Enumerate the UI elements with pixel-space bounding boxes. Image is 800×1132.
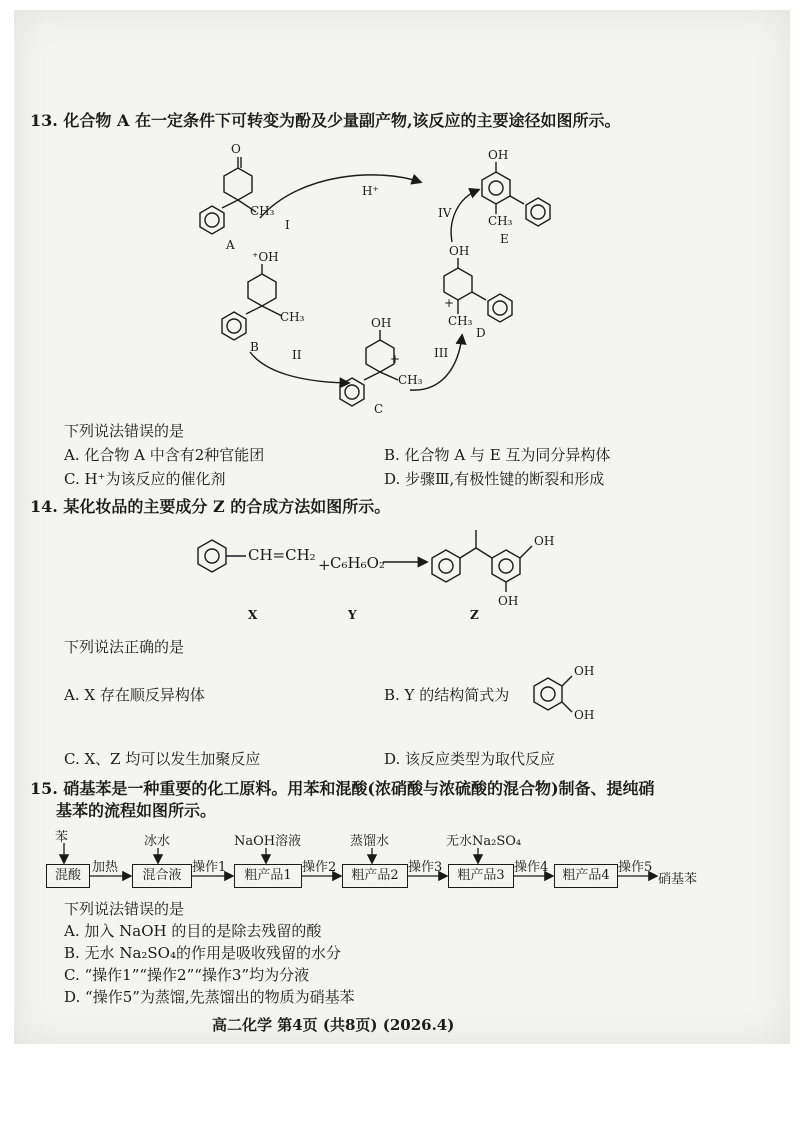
q14-prompt: 下列说法正确的是 bbox=[64, 638, 185, 656]
q13-option-b: B. 化合物 A 与 E 互为同分异构体 bbox=[384, 446, 611, 464]
flow-final-nitrobenzene: 硝基苯 bbox=[658, 872, 698, 887]
step-iv-label: IV bbox=[438, 206, 452, 220]
z-hydroxyl-bottom: OH bbox=[498, 594, 519, 608]
q15-stem-line1: 15. 硝基苯是一种重要的化工原料。用苯和混酸(浓硝酸与浓硫酸的混合物)制备、提纯硝 bbox=[30, 779, 655, 798]
e-hydroxyl: OH bbox=[488, 148, 509, 162]
d-cation: + bbox=[444, 296, 455, 310]
label-z: Z bbox=[470, 608, 479, 622]
edge-operation-3: 操作3 bbox=[408, 860, 443, 875]
edge-operation-4: 操作4 bbox=[514, 860, 549, 875]
edge-operation-1: 操作1 bbox=[192, 860, 227, 875]
step-iii-label: III bbox=[434, 346, 449, 360]
q13-prompt: 下列说法错误的是 bbox=[64, 422, 185, 440]
reagent-naoh: NaOH溶液 bbox=[234, 834, 302, 849]
d-methyl: CH₃ bbox=[448, 314, 473, 328]
reagent-ice-water: 冰水 bbox=[144, 834, 171, 849]
edge-operation-5: 操作5 bbox=[618, 860, 653, 875]
q14-stem: 14. 某化妆品的主要成分 Z 的合成方法如图所示。 bbox=[30, 497, 391, 516]
a-methyl: CH₃ bbox=[250, 204, 275, 218]
c-cation: + bbox=[390, 352, 401, 366]
q14-option-d: D. 该反应类型为取代反应 bbox=[384, 750, 556, 768]
d-hydroxyl: OH bbox=[449, 244, 470, 258]
q15-option-a: A. 加入 NaOH 的目的是除去残留的酸 bbox=[64, 922, 322, 940]
reagent-distilled-water: 蒸馏水 bbox=[350, 834, 390, 849]
q13-option-c: C. H⁺为该反应的催化剂 bbox=[64, 470, 226, 488]
flow-box-crude-3: 粗产品3 bbox=[448, 864, 514, 888]
q13-option-d: D. 步骤Ⅲ,有极性键的断裂和形成 bbox=[384, 470, 605, 488]
e-methyl: CH₃ bbox=[488, 214, 513, 228]
flow-box-mixed-acid: 混酸 bbox=[46, 864, 90, 888]
y-formula: C₆H₆O₂ bbox=[330, 554, 385, 572]
q15-option-c: C. “操作1”“操作2”“操作3”均为分液 bbox=[64, 966, 310, 984]
option-b-oh-top: OH bbox=[574, 664, 595, 678]
a-carbonyl-o: O bbox=[231, 142, 241, 156]
label-e: E bbox=[500, 232, 509, 246]
q15-option-d: D. “操作5”为蒸馏,先蒸馏出的物质为硝基苯 bbox=[64, 988, 355, 1006]
q13-stem: 13. 化合物 A 在一定条件下可转变为酚及少量副产物,该反应的主要途径如图所示。 bbox=[30, 111, 621, 130]
q14-option-b: B. Y 的结构简式为 bbox=[384, 686, 510, 704]
q14-plus: + bbox=[318, 556, 331, 574]
q15-prompt: 下列说法错误的是 bbox=[64, 900, 185, 918]
flow-box-crude-1: 粗产品1 bbox=[234, 864, 302, 888]
c-hydroxyl: OH bbox=[371, 316, 392, 330]
x-vinyl-group: CH=CH₂ bbox=[248, 546, 316, 564]
edge-operation-2: 操作2 bbox=[302, 860, 337, 875]
catalyst-label: H⁺ bbox=[362, 184, 379, 198]
q15-stem-line2: 基苯的流程如图所示。 bbox=[56, 801, 217, 820]
label-a: A bbox=[226, 238, 235, 252]
flow-box-crude-4: 粗产品4 bbox=[554, 864, 618, 888]
q15-option-b: B. 无水 Na₂SO₄的作用是吸收残留的水分 bbox=[64, 944, 341, 962]
b-protonated-oh: ⁺OH bbox=[252, 250, 279, 264]
option-b-oh-bottom: OH bbox=[574, 708, 595, 722]
label-c: C bbox=[374, 402, 384, 416]
label-x: X bbox=[248, 608, 258, 622]
flow-box-mixture: 混合液 bbox=[132, 864, 192, 888]
step-i-label: I bbox=[285, 218, 290, 232]
b-methyl: CH₃ bbox=[280, 310, 305, 324]
c-methyl: CH₃ bbox=[398, 373, 423, 387]
reagent-na2so4: 无水Na₂SO₄ bbox=[446, 834, 522, 849]
label-b: B bbox=[250, 340, 259, 354]
q14-option-c: C. X、Z 均可以发生加聚反应 bbox=[64, 750, 261, 768]
label-d: D bbox=[476, 326, 486, 340]
edge-heating: 加热 bbox=[92, 860, 119, 875]
z-hydroxyl-top: OH bbox=[534, 534, 555, 548]
page-footer: 高二化学 第4页 (共8页) (2026.4) bbox=[212, 1016, 455, 1034]
q14-option-a: A. X 存在顺反异构体 bbox=[64, 686, 205, 704]
step-ii-label: II bbox=[292, 348, 302, 362]
label-y: Y bbox=[348, 608, 357, 622]
reagent-benzene: 苯 bbox=[55, 830, 69, 845]
flow-box-crude-2: 粗产品2 bbox=[342, 864, 408, 888]
q13-option-a: A. 化合物 A 中含有2种官能团 bbox=[64, 446, 265, 464]
